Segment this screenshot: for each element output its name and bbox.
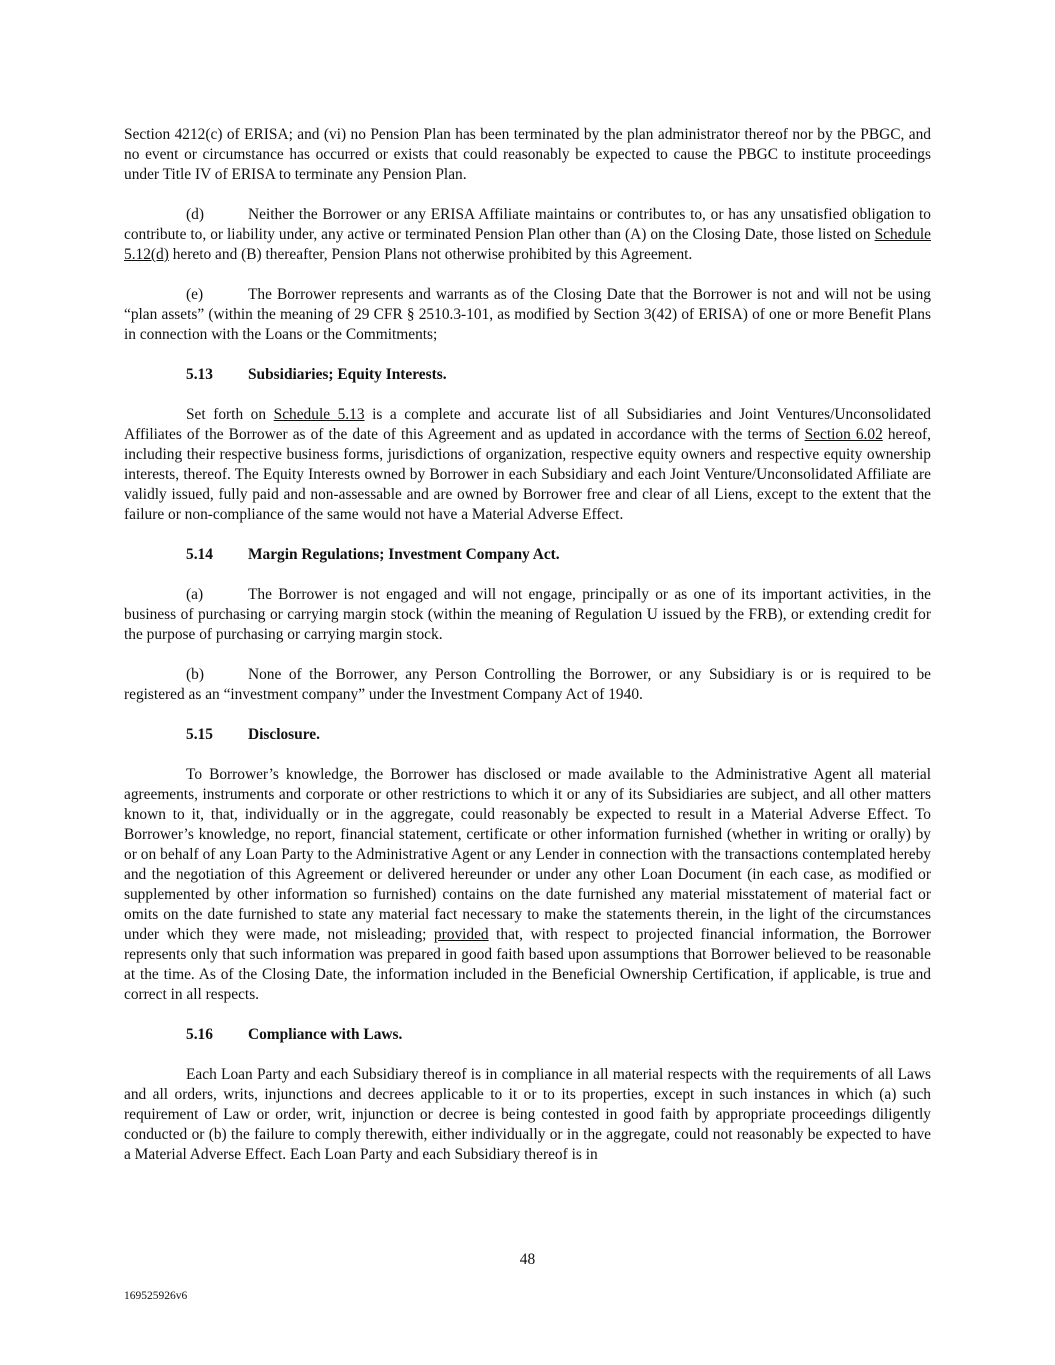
schedule-5-12-d-ref: Schedule 5.12(d) — [124, 226, 931, 263]
section-heading-5-13 — [186, 365, 931, 385]
paragraph-5-16: Each Loan Party and each Subsidiary thereof is in compliance in all material respects with the requirements of all Laws and all orders, writs, injunctions and decrees applicable to it or to its properties, except in such instances in which (a) such requirement of Law or order, writ, injunction or decree is being contested in good faith by appropriate proceedings diligently conducted or (b) the failure to comply therewith, either individually or in the aggregate, could not reasonably be expected to have a Material Adverse Effect. Each Loan Party and each Subsidiary thereof is in — [124, 1066, 931, 1163]
paragraph-5-13 — [124, 405, 931, 525]
section-number: 5.16 — [186, 1026, 213, 1043]
text-run: Set forth on — [186, 406, 274, 423]
section-6-02-ref: Section 6.02 — [804, 426, 883, 443]
clause-text: The Borrower is not engaged and will not engage, principally or as one of its important activities, in the business of purchasing or carrying margin stock (within the meaning of Regulation U issued by the FRB), or extending credit for the purpose of purchasing or carrying margin stock. — [124, 586, 931, 643]
text-run: hereof, including their respective business forms, jurisdictions of organization, respective equity owners and respective equity ownership interests, thereof. The Equity Interests owned by Borrower in each Subsidiary and each Joint Venture/Unconsolidated Affiliate are validly issued, fully paid and non-assessable and are owned by Borrower free and clear of all Liens, except to the extent that the failure or non-compliance of the same would not have a Material Adverse Effect. — [124, 426, 931, 523]
text-run: To Borrower’s knowledge, the Borrower has disclosed or made available to the Administrative Agent all material agreements, instruments and corporate or other restrictions to which it or any of its Subsidiaries are subject, and all other matters known to it, that, individually or in the aggregate, could reasonably be expected to result in a Material Adverse Effect. To Borrower’s knowledge, no report, financial statement, certificate or other information furnished (whether in writing or orally) by or on behalf of any Loan Party to the Administrative Agent or any Lender in connection with the transactions contemplated hereby and the negotiation of this Agreement or delivered hereunder or under any other Loan Document (in each case, as modified or supplemented by other information so furnished) contains on the date furnished any material misstatement of material fact or omits on the date furnished to state any material fact necessary to make the statements therein, in the light of the circumstances under which they were made, not misleading; — [124, 766, 931, 943]
clause-label: (a) — [186, 586, 204, 603]
paragraph-5-14-b — [124, 665, 931, 705]
text-run: is a complete and accurate list of all Subsidiaries and Joint Ventures/Unconsolidated Affiliates of the Borrower as of the date of this Agreement and as updated in accordance with the terms of — [124, 406, 931, 443]
paragraph-erisa-continuation: Section 4212(c) of ERISA; and (vi) no Pension Plan has been terminated by the plan administrator thereof nor by the PBGC, and no event or circumstance has occurred or exists that could reasonably be expected to cause the PBGC to institute proceedings under Title IV of ERISA to terminate any Pension Plan. — [124, 126, 931, 183]
section-heading-5-14 — [186, 545, 931, 565]
paragraph-5-14-a — [124, 585, 931, 645]
schedule-5-13-ref: Schedule 5.13 — [273, 406, 365, 423]
section-title: Disclosure. — [248, 726, 320, 743]
section-heading-5-16 — [186, 1025, 931, 1045]
paragraph-5-12-d — [124, 205, 931, 265]
page-body — [124, 125, 931, 1185]
clause-text: None of the Borrower, any Person Controlling the Borrower, or any Subsidiary is or is required to be registered as an “investment company” under the Investment Company Act of 1940. — [124, 666, 931, 703]
clause-label: (e) — [186, 286, 204, 303]
section-number: 5.14 — [186, 546, 213, 563]
paragraph-5-15 — [124, 765, 931, 1005]
paragraph-5-12-e — [124, 285, 931, 345]
page-number: 48 — [519, 1251, 536, 1268]
clause-label: (b) — [186, 666, 204, 683]
clause-text: The Borrower represents and warrants as of the Closing Date that the Borrower is not and will not be using “plan assets” (within the meaning of 29 CFR § 2510.3-101, as modified by Section 3(42) of ERISA) of one or more Benefit Plans in connection with the Loans or the Commitments; — [124, 286, 931, 343]
clause-label: (d) — [186, 206, 204, 223]
section-title: Compliance with Laws. — [248, 1026, 403, 1043]
clause-text: Neither the Borrower or any ERISA Affiliate maintains or contributes to, or has any unsatisfied obligation to contribute to, or liability under, any active or terminated Pension Plan other than (A) on the Closing Date, those listed on — [124, 206, 931, 243]
clause-text-end: hereto and (B) thereafter, Pension Plans not otherwise prohibited by this Agreement. — [168, 246, 693, 263]
section-heading-5-15 — [186, 725, 931, 745]
section-number: 5.15 — [186, 726, 213, 743]
document-id: 169525926v6 — [124, 1290, 188, 1302]
provided-term: provided — [433, 926, 489, 943]
section-title: Margin Regulations; Investment Company Act. — [248, 546, 560, 563]
section-number: 5.13 — [186, 366, 213, 383]
text-run: that, with respect to projected financial information, the Borrower represents only that such information was prepared in good faith based upon assumptions that Borrower believed to be reasonable at the time. As of the Closing Date, the information included in the Beneficial Ownership Certification, if applicable, is true and correct in all respects. — [124, 926, 931, 1003]
section-title: Subsidiaries; Equity Interests. — [248, 366, 447, 383]
